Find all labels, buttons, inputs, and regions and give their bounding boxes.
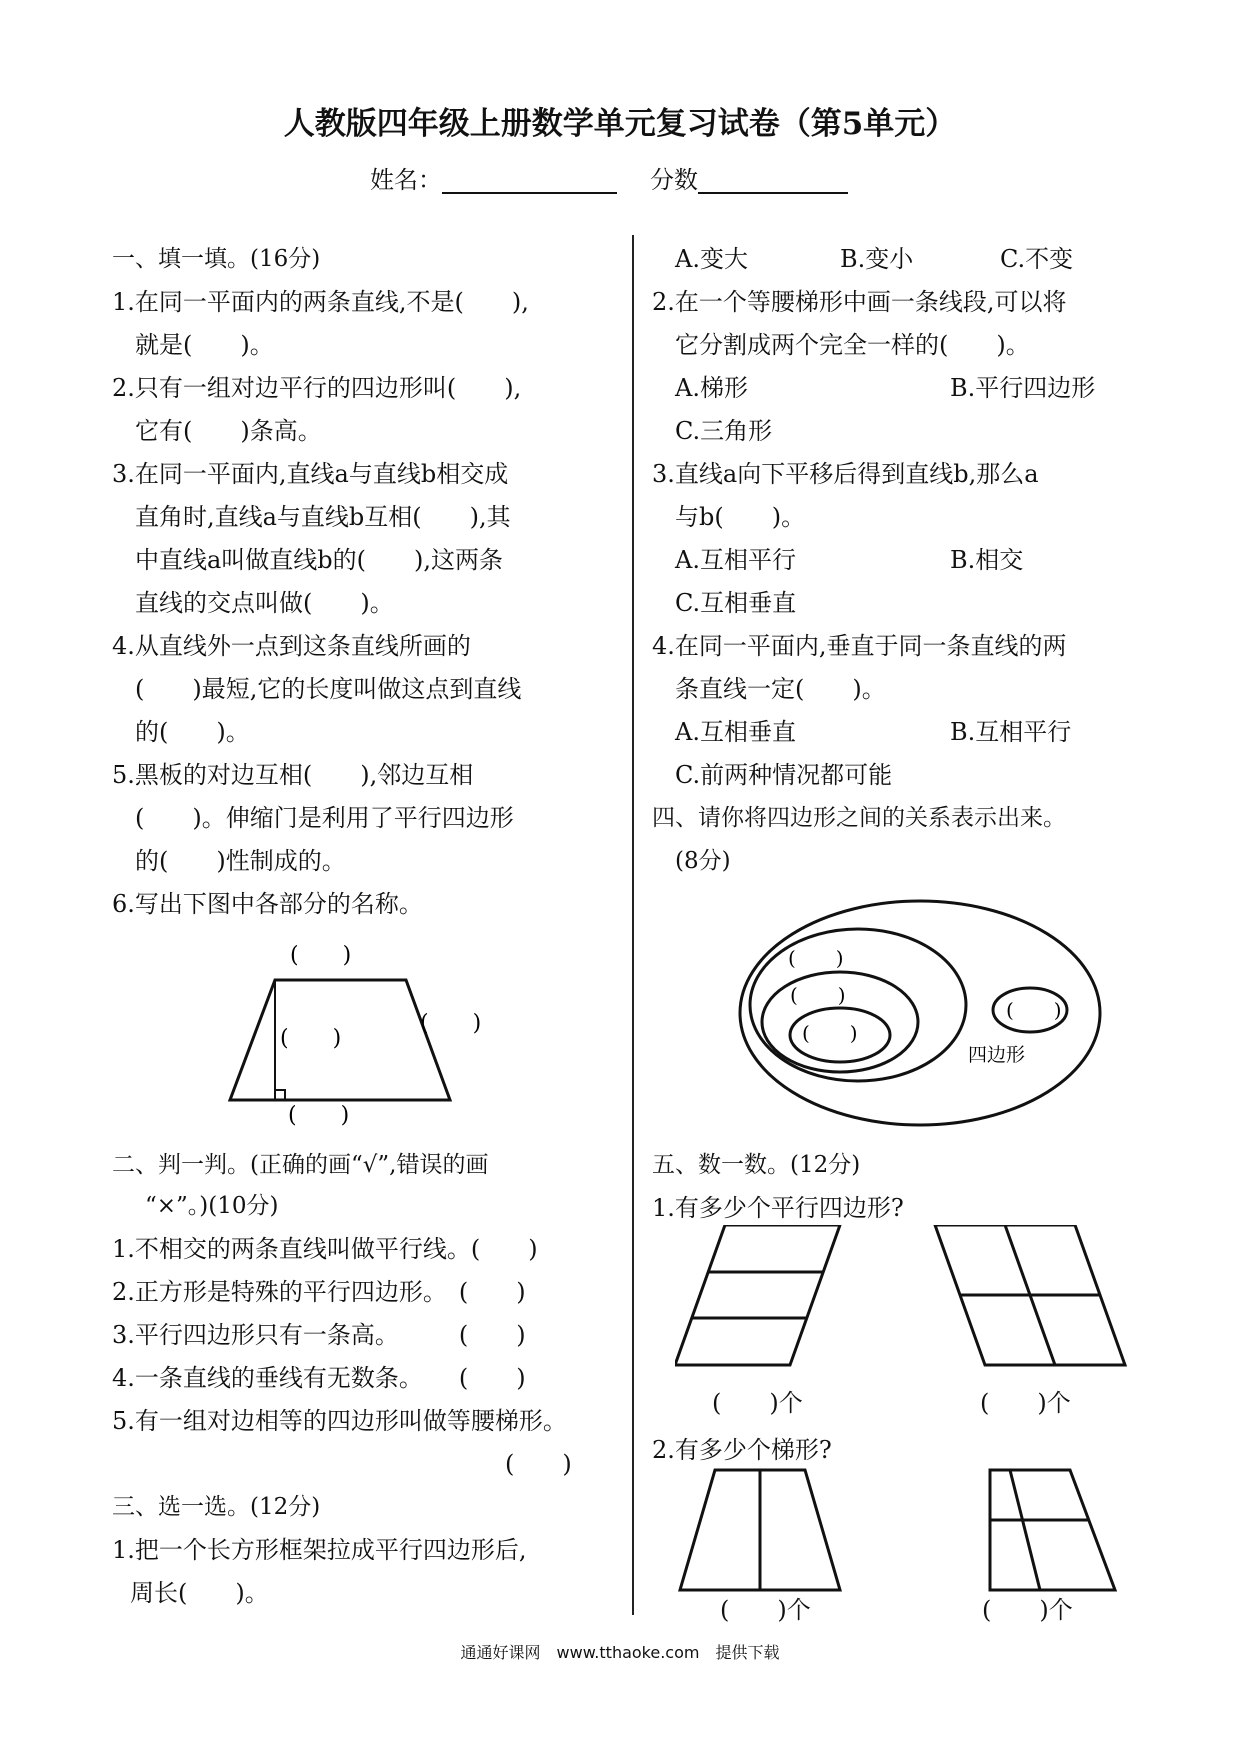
top-base-label: ( ) xyxy=(290,943,352,968)
count-answer[interactable]: ( )个 xyxy=(712,1389,803,1417)
s1-line: 直线的交点叫做( )。 xyxy=(135,589,394,617)
trapezoid-count-figures xyxy=(675,1465,1145,1605)
q3-line: 与b( )。 xyxy=(675,503,806,531)
score-field xyxy=(650,160,848,195)
set-label-4[interactable]: ( ) xyxy=(1006,998,1062,1022)
s5-question-2: 2.有多少个梯形? xyxy=(652,1436,832,1464)
option: C.三角形 xyxy=(675,417,773,445)
s1-line: 1.在同一平面内的两条直线,不是( ), xyxy=(112,288,529,316)
s3-line: 1.把一个长方形框架拉成平行四边形后, xyxy=(112,1536,527,1564)
bottom-base-label: ( ) xyxy=(288,1103,350,1128)
set-ellipse-1 xyxy=(750,929,966,1081)
option: B.平行四边形 xyxy=(950,374,1096,402)
option: B.互相平行 xyxy=(950,718,1072,746)
s1-line: 就是( )。 xyxy=(135,331,274,359)
s1-line: 3.在同一平面内,直线a与直线b相交成 xyxy=(112,460,509,488)
section1-title: 一、填一填。(16分) xyxy=(112,246,321,272)
s2-item: 4.一条直线的垂线有无数条。 ( ) xyxy=(112,1364,526,1392)
divider-line xyxy=(1010,1470,1040,1590)
q3-line: 3.直线a向下平移后得到直线b,那么a xyxy=(652,460,1039,488)
q2-line: 2.在一个等腰梯形中画一条线段,可以将 xyxy=(652,288,1067,316)
section4-title-cont: (8分) xyxy=(675,848,731,874)
s2-item: 5.有一组对边相等的四边形叫做等腰梯形。 xyxy=(112,1407,567,1435)
trapezoid-figure xyxy=(220,930,520,1130)
name-field xyxy=(370,160,617,195)
q4-line: 4.在同一平面内,垂直于同一条直线的两 xyxy=(652,632,1067,660)
leg-label: ( ) xyxy=(420,1011,482,1036)
option: A.互相垂直 xyxy=(675,718,796,746)
q4-line: 条直线一定( )。 xyxy=(675,675,886,703)
s1-line: 4.从直线外一点到这条直线所画的 xyxy=(112,632,471,660)
option: B.变小 xyxy=(840,245,914,273)
section2-title-cont: “×”。)(10分) xyxy=(145,1193,279,1219)
s1-line: 中直线a叫做直线b的( ),这两条 xyxy=(135,546,504,574)
option: B.相交 xyxy=(950,546,1024,574)
option: A.互相平行 xyxy=(675,546,796,574)
score-label: 分数 xyxy=(650,166,698,194)
quadrilateral-venn-diagram xyxy=(730,895,1110,1135)
count-answer[interactable]: ( )个 xyxy=(980,1389,1071,1417)
option: A.变大 xyxy=(675,245,748,273)
page-title: 人教版四年级上册数学单元复习试卷（第5单元） xyxy=(283,106,957,142)
s1-line: ( )。伸缩门是利用了平行四边形 xyxy=(135,804,514,832)
s1-line: 它有( )条高。 xyxy=(135,417,322,445)
parallelogram-a xyxy=(675,1225,840,1365)
name-blank[interactable] xyxy=(442,168,617,194)
s2-item: 3.平行四边形只有一条高。 ( ) xyxy=(112,1321,526,1349)
parallelogram-figures xyxy=(675,1225,1145,1390)
s2-item: 2.正方形是特殊的平行四边形。 ( ) xyxy=(112,1278,526,1306)
s5-question-1: 1.有多少个平行四边形? xyxy=(652,1194,904,1222)
option: C.前两种情况都可能 xyxy=(675,761,893,789)
column-divider xyxy=(632,235,634,1615)
s1-line: 5.黑板的对边互相( ),邻边互相 xyxy=(112,761,474,789)
section2-title: 二、判一判。(正确的画“√”,错误的画 xyxy=(112,1152,489,1178)
section3-title: 三、选一选。(12分) xyxy=(112,1494,321,1520)
section5-title: 五、数一数。(12分) xyxy=(652,1152,861,1178)
s3-line: 周长( )。 xyxy=(130,1579,269,1607)
s1-line: 直角时,直线a与直线b互相( ),其 xyxy=(135,503,511,531)
set-label-2[interactable]: ( ) xyxy=(790,983,846,1007)
score-blank[interactable] xyxy=(698,168,848,194)
set-label-1[interactable]: ( ) xyxy=(788,946,844,970)
count-answer[interactable]: ( )个 xyxy=(982,1596,1073,1624)
option: A.梯形 xyxy=(675,374,748,402)
s2-item-answer[interactable]: ( ) xyxy=(505,1450,572,1478)
s1-line: 6.写出下图中各部分的名称。 xyxy=(112,890,423,918)
s2-item: 1.不相交的两条直线叫做平行线。( ) xyxy=(112,1235,538,1263)
quadrilateral-label: 四边形 xyxy=(968,1044,1026,1066)
count-answer[interactable]: ( )个 xyxy=(720,1596,811,1624)
s1-line: 的( )性制成的。 xyxy=(135,847,346,875)
option: C.不变 xyxy=(1000,245,1074,273)
s1-line: ( )最短,它的长度叫做这点到直线 xyxy=(135,675,522,703)
footer-note: 通通好课网 www.tthaoke.com 提供下载 xyxy=(460,1643,780,1662)
s1-line: 2.只有一组对边平行的四边形叫( ), xyxy=(112,374,522,402)
height-label: ( ) xyxy=(280,1026,342,1051)
set-label-3[interactable]: ( ) xyxy=(802,1021,858,1045)
s1-line: 的( )。 xyxy=(135,718,250,746)
option: C.互相垂直 xyxy=(675,589,797,617)
q2-line: 它分割成两个完全一样的( )。 xyxy=(675,331,1030,359)
trapezoid-b xyxy=(990,1470,1115,1590)
section4-title: 四、请你将四边形之间的关系表示出来。 xyxy=(652,805,1066,831)
name-label: 姓名： xyxy=(370,166,442,194)
